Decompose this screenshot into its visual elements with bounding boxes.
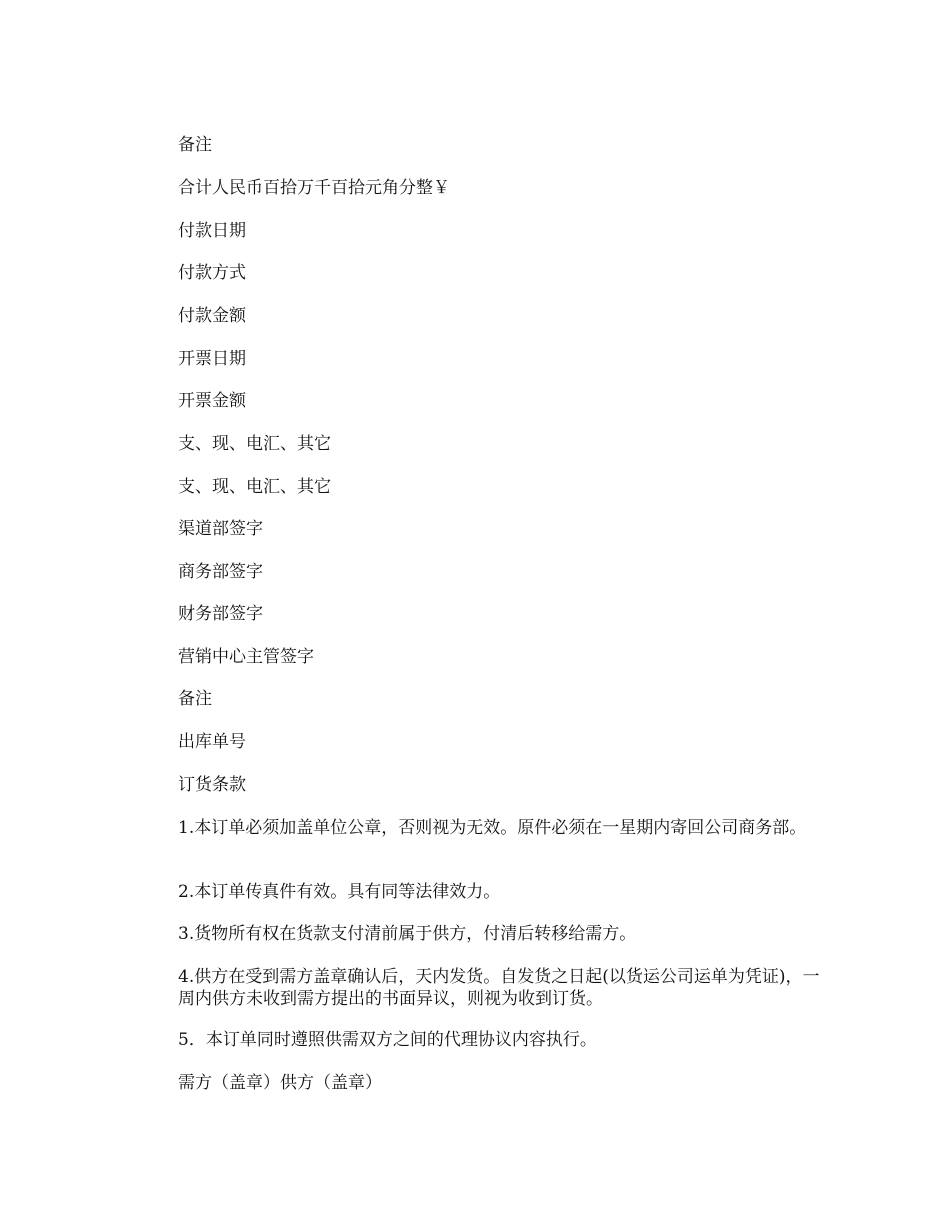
invoice-amount-label: 开票金额 — [178, 391, 246, 411]
payment-amount-label: 付款金额 — [178, 306, 246, 326]
finance-dept-signature-label: 财务部签字 — [178, 604, 263, 624]
term-4: 4.供方在受到需方盖章确认后，天内发货。自发货之日起(以货运公司运单为凭证)，一周内供方未收到需方提出的书面异议，则视为收到订货。 — [178, 967, 820, 1009]
total-rmb-label: 合计人民币百拾万千百拾元角分整￥ — [178, 178, 450, 198]
remarks-label-2: 备注 — [178, 689, 212, 709]
business-dept-signature-label: 商务部签字 — [178, 562, 263, 582]
invoice-date-label: 开票日期 — [178, 349, 246, 369]
marketing-head-signature-label: 营销中心主管签字 — [178, 647, 314, 667]
remarks-label: 备注 — [178, 135, 212, 155]
order-terms-heading: 订货条款 — [178, 775, 246, 795]
payment-options-line-2: 支、现、电汇、其它 — [178, 477, 331, 497]
outbound-order-no-label: 出库单号 — [178, 732, 246, 752]
term-2: 2.本订单传真件有效。具有同等法律效力。 — [178, 882, 501, 902]
term-5: 5．本订单同时遵照供需双方之间的代理协议内容执行。 — [178, 1030, 597, 1050]
term-1: 1.本订单必须加盖单位公章，否则视为无效。原件必须在一星期内寄回公司商务部。 — [178, 818, 807, 838]
signature-line: 需方（盖章）供方（盖章） — [178, 1073, 382, 1093]
payment-method-label: 付款方式 — [178, 263, 246, 283]
payment-date-label: 付款日期 — [178, 221, 246, 241]
channel-dept-signature-label: 渠道部签字 — [178, 519, 263, 539]
payment-options-line-1: 支、现、电汇、其它 — [178, 434, 331, 454]
term-3: 3.货物所有权在货款支付清前属于供方，付清后转移给需方。 — [178, 924, 637, 944]
